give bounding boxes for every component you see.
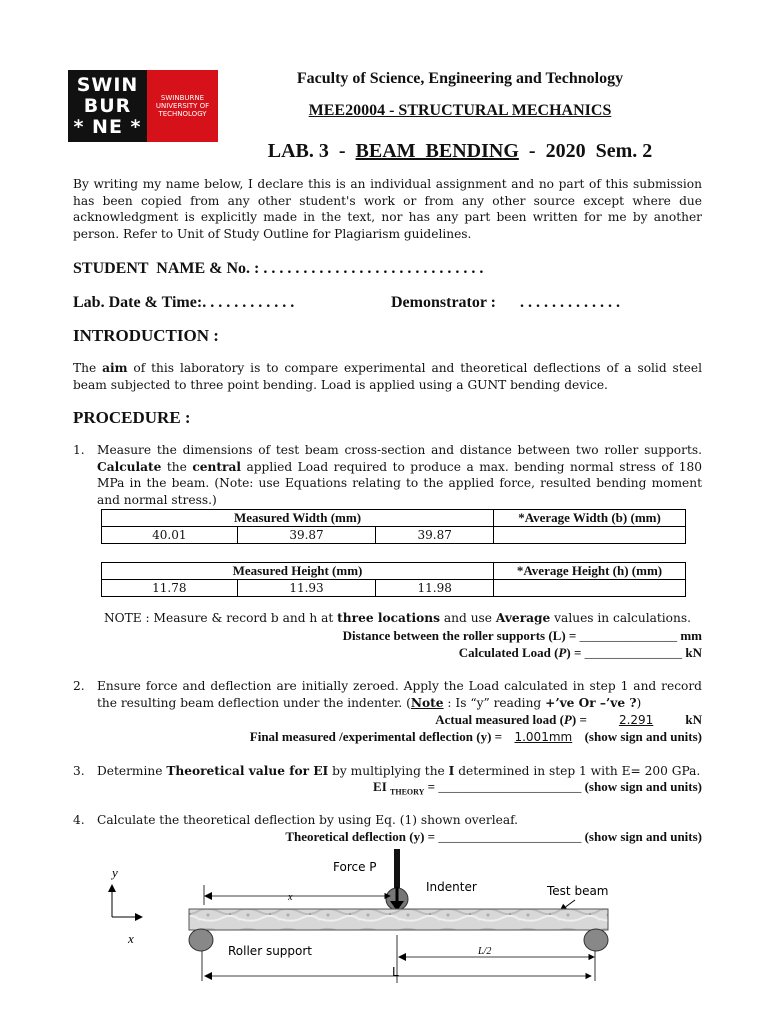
height-table — [101, 562, 686, 597]
calculated-load-unit: kN — [682, 645, 702, 660]
step-2-text-c: ) — [636, 695, 642, 710]
theoretical-deflection-field — [285, 829, 702, 845]
lab-heading — [240, 140, 680, 163]
measurement-note — [104, 610, 691, 627]
height-value-2: 11.93 — [237, 580, 376, 597]
step-1-text-e: applied Load required to produce a max. bending normal stress of 180 MPa in the beam. (Note: use Equations relating to the applied force, resulted bending moment and normal stress.) — [97, 459, 702, 507]
lab-date-label: Lab. Date & Time: — [73, 294, 203, 311]
faculty-heading: Faculty of Science, Engineering and Technology — [296, 70, 624, 87]
introduction-heading: INTRODUCTION : — [73, 326, 219, 345]
height-value-1: 11.78 — [102, 580, 238, 597]
introduction-text — [73, 360, 702, 393]
width-value-2: 39.87 — [237, 527, 376, 544]
step-1-text-a: Measure the dimensions of test beam cross-section and distance between two roller supports. — [97, 443, 702, 457]
theoretical-deflection-suffix: (show sign and units) — [581, 829, 702, 844]
student-name-label: STUDENT NAME & No. : — [73, 260, 260, 277]
indenter-label: Indenter — [426, 880, 477, 894]
note-post: values in calculations. — [550, 611, 691, 625]
ei-label: EI — [373, 779, 391, 794]
calculated-load-eq: ) = — [566, 645, 585, 660]
roller-distance-field — [343, 628, 702, 644]
step-2-sign: +’ve Or –’ve ? — [545, 695, 637, 710]
course-title: MEE20004 - STRUCTURAL MECHANICS — [308, 102, 612, 119]
roller-distance-label: Distance between the roller supports (L) = — [342, 628, 580, 643]
logo-line-1: SWIN — [76, 73, 139, 96]
ei-suffix: (show sign and units) — [581, 779, 702, 794]
actual-load-value[interactable]: 2.291 — [618, 713, 654, 727]
width-table-header-row — [102, 510, 686, 527]
step-1-number: 1. — [73, 443, 85, 457]
ei-eq: = — [424, 779, 439, 794]
actual-load-unit: kN — [682, 712, 702, 727]
logo-university-name — [147, 70, 218, 142]
lab-suffix: - 2020 Sem. 2 — [518, 140, 653, 162]
half-span-label: L/2 — [478, 946, 492, 957]
final-deflection-suffix: (show sign and units) — [581, 729, 702, 744]
swinburne-logo — [68, 70, 218, 142]
step-3-number: 3. — [73, 764, 85, 778]
logo-red-line-2: UNIVERSITY OF — [155, 102, 210, 110]
step-1-text-c: the — [161, 459, 193, 474]
height-table-header-row — [102, 563, 686, 580]
logo-line-3: * NE * — [73, 115, 142, 138]
step-3-text-a: Determine — [97, 764, 167, 778]
step-3-text — [97, 763, 702, 780]
note-mid: and use — [440, 611, 496, 625]
theoretical-deflection-label: Theoretical deflection (y) = — [285, 829, 439, 844]
student-name-dots: . . . . . . . . . . . . . . . . . . . . . . . . . . . . — [259, 260, 484, 277]
calculated-load-symbol: P — [558, 645, 567, 660]
half-span-arrow-left — [398, 953, 406, 961]
roller-support-left — [189, 929, 213, 951]
demonstrator-field — [391, 294, 620, 312]
logo-red-line-1: SWINBURNE — [160, 94, 205, 102]
final-deflection-field — [250, 729, 702, 745]
course-heading — [240, 102, 680, 120]
theoretical-deflection-blank[interactable]: ______________________ — [438, 829, 582, 844]
step-1-text — [97, 442, 702, 508]
step-1-central: central — [192, 459, 241, 474]
height-table-row — [102, 580, 686, 597]
x-dimension-label: x — [288, 892, 293, 903]
logo-line-2: BUR — [83, 94, 132, 117]
intro-text-post: of this laboratory is to compare experimental and theoretical deflections of a solid steel beam subjected to three point bending. Load is applied using a GUNT bending device. — [73, 361, 702, 392]
step-3-theoretical-ei: Theoretical value for EI — [166, 764, 329, 778]
step-4-number: 4. — [73, 813, 85, 827]
calculated-load-label: Calculated Load ( — [458, 645, 559, 660]
roller-support-label: Roller support — [228, 944, 313, 958]
intro-aim: aim — [102, 361, 128, 375]
average-width-header: *Average Width (b) (mm) — [494, 510, 686, 527]
actual-load-field — [435, 712, 702, 728]
intro-text-pre: The — [73, 361, 103, 375]
note-average: Average — [495, 611, 551, 625]
logo-wordmark — [68, 70, 147, 142]
height-value-3: 11.98 — [376, 580, 494, 597]
average-width-cell[interactable] — [494, 527, 686, 544]
plagiarism-declaration: By writing my name below, I declare this is an individual assignment and no part of this submission has been copied from any other student's work or from any other source except where due acknowledgment is explicitly made in the text, nor has any part been written for me by another person. Refer to Unit of Study Outline for Plagiarism guidelines. — [73, 177, 702, 241]
procedure-heading: PROCEDURE : — [73, 408, 191, 427]
calculated-load-field — [459, 645, 702, 661]
width-table-header: Measured Width (mm) — [102, 510, 494, 527]
step-2-text-a: Ensure force and deflection are initially zeroed. Apply the Load calculated in step 1 and record the resulting beam deflection under the indenter. ( — [97, 679, 702, 710]
step-4-text: Calculate the theoretical deflection by using Eq. (1) shown overleaf. — [97, 813, 519, 827]
average-height-cell[interactable] — [494, 580, 686, 597]
test-beam — [189, 909, 608, 930]
logo-red-line-3: TECHNOLOGY — [158, 110, 207, 118]
note-pre: NOTE : Measure & record b and h at — [104, 611, 338, 625]
x-dim-arrow-left — [204, 892, 212, 900]
force-arrow-shaft — [394, 849, 400, 889]
lab-date-field — [73, 294, 294, 312]
lab-prefix: LAB. 3 - — [267, 140, 356, 162]
roller-distance-unit: mm — [677, 628, 702, 643]
span-arrow-left — [204, 972, 212, 980]
ei-subscript: THEORY — [390, 787, 425, 797]
final-deflection-label: Final measured /experimental deflection (y) = — [249, 729, 506, 744]
step-2-number: 2. — [73, 679, 85, 693]
test-beam-label: Test beam — [547, 884, 609, 898]
actual-load-label: Actual measured load ( — [435, 712, 564, 727]
step-2-text — [97, 678, 702, 711]
demonstrator-dots: . . . . . . . . . . . . . — [520, 294, 621, 311]
step-2-note: Note — [410, 695, 444, 710]
y-axis-label: y — [112, 865, 118, 880]
lab-title: BEAM BENDING — [355, 140, 519, 162]
step-3-text-b: by multiplying the — [328, 764, 449, 778]
coordinate-axes — [110, 865, 142, 946]
roller-support-right — [584, 929, 608, 951]
width-value-3: 39.87 — [376, 527, 494, 544]
roller-distance-blank[interactable]: _______________ — [579, 628, 678, 643]
step-2-text-b: : Is “y” reading — [443, 695, 546, 710]
actual-load-symbol: P — [563, 712, 572, 727]
force-label: Force P — [333, 860, 377, 874]
demonstrator-label: Demonstrator : — [391, 294, 497, 311]
step-1-calculate: Calculate — [97, 459, 162, 474]
width-table-row — [102, 527, 686, 544]
ei-theory-field — [373, 779, 702, 797]
student-name-field — [73, 260, 483, 278]
beam-diagram — [0, 845, 768, 1024]
ei-blank[interactable]: ______________________ — [438, 779, 582, 794]
span-label: L — [392, 965, 399, 979]
calculated-load-blank[interactable]: _______________ — [584, 645, 683, 660]
note-three-locations: three locations — [337, 611, 441, 625]
step-3-text-c: determined in step 1 with E= 200 GPa. — [454, 764, 701, 778]
lab-date-dots: . . . . . . . . . . . . — [202, 294, 295, 311]
step-3-inertia: I — [448, 764, 455, 778]
average-height-header: *Average Height (h) (mm) — [494, 563, 686, 580]
x-axis-label: x — [128, 931, 134, 946]
height-table-header: Measured Height (mm) — [102, 563, 494, 580]
final-deflection-value[interactable]: 1.001mm — [514, 730, 573, 744]
actual-load-eq: ) = — [571, 712, 591, 727]
width-value-1: 40.01 — [102, 527, 238, 544]
width-table — [101, 509, 686, 544]
